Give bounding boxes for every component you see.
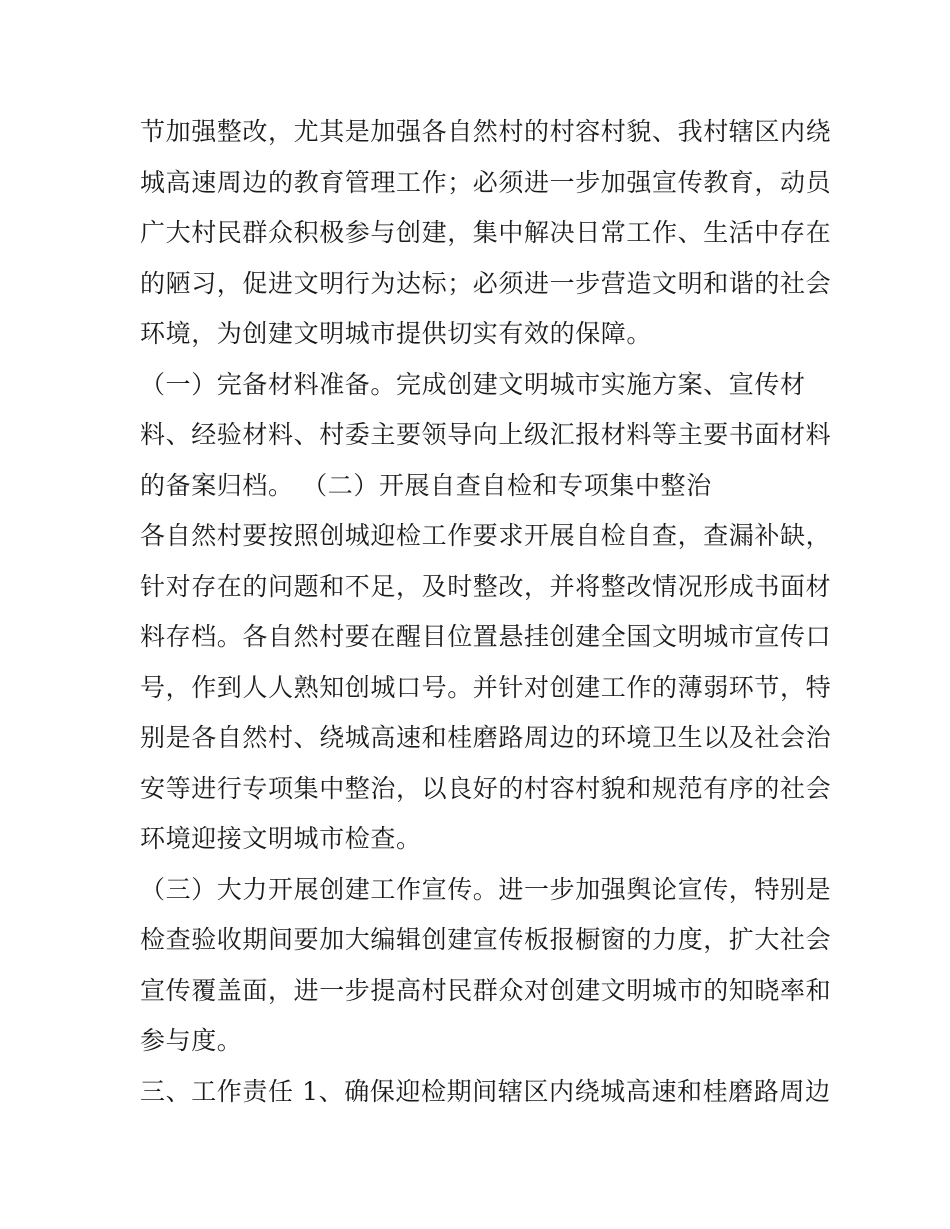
- text-line-7: 料、经验材料、村委主要领导向上级汇报材料等主要书面材料: [140, 420, 832, 449]
- text-line-12: 号，作到人人熟知创城口号。并针对创建工作的薄弱环节，特: [140, 672, 832, 702]
- text-line-8: 的备案归档。 （二）开展自查自检和专项集中整治: [140, 470, 712, 500]
- text-line-19: 参与度。: [140, 1026, 243, 1055]
- text-line-17: 检查验收期间要加大编辑创建宣传板报橱窗的力度，扩大社会: [140, 925, 832, 954]
- text-line-9: 各自然村要按照创城迎检工作要求开展自检自查，查漏补缺，: [140, 521, 832, 550]
- text-line-14: 安等进行专项集中整治，以良好的村容村貌和规范有序的社会: [140, 773, 832, 803]
- text-line-13: 别是各自然村、绕城高速和桂磨路周边的环境卫生以及社会治: [140, 723, 832, 752]
- text-line-5: 环境，为创建文明城市提供切实有效的保障。: [140, 319, 653, 348]
- text-line-6: （一）完备材料准备。完成创建文明城市实施方案、宣传材: [140, 369, 806, 399]
- text-line-1: 节加强整改，尤其是加强各自然村的村容村貌、我村辖区内绕: [140, 117, 832, 146]
- text-line-15: 环境迎接文明城市检查。: [140, 824, 422, 853]
- text-line-18: 宣传覆盖面，进一步提高村民群众对创建文明城市的知晓率和: [140, 975, 832, 1005]
- text-line-20: 三、工作责任 1、确保迎检期间辖区内绕城高速和桂磨路周边: [140, 1076, 831, 1106]
- document-body: [140, 107, 832, 1117]
- text-line-2: 城高速周边的教育管理工作；必须进一步加强宣传教育，动员: [140, 167, 832, 197]
- text-line-4: 的陋习，促进文明行为达标；必须进一步营造文明和谐的社会: [140, 268, 832, 298]
- text-line-11: 料存档。各自然村要在醒目位置悬挂创建全国文明城市宣传口: [140, 622, 832, 651]
- text-line-16: （三）大力开展创建工作宣传。进一步加强舆论宣传，特别是: [140, 874, 832, 904]
- text-line-3: 广大村民群众积极参与创建，集中解决日常工作、生活中存在: [140, 218, 832, 247]
- text-line-10: 针对存在的问题和不足，及时整改，并将整改情况形成书面材: [140, 571, 832, 601]
